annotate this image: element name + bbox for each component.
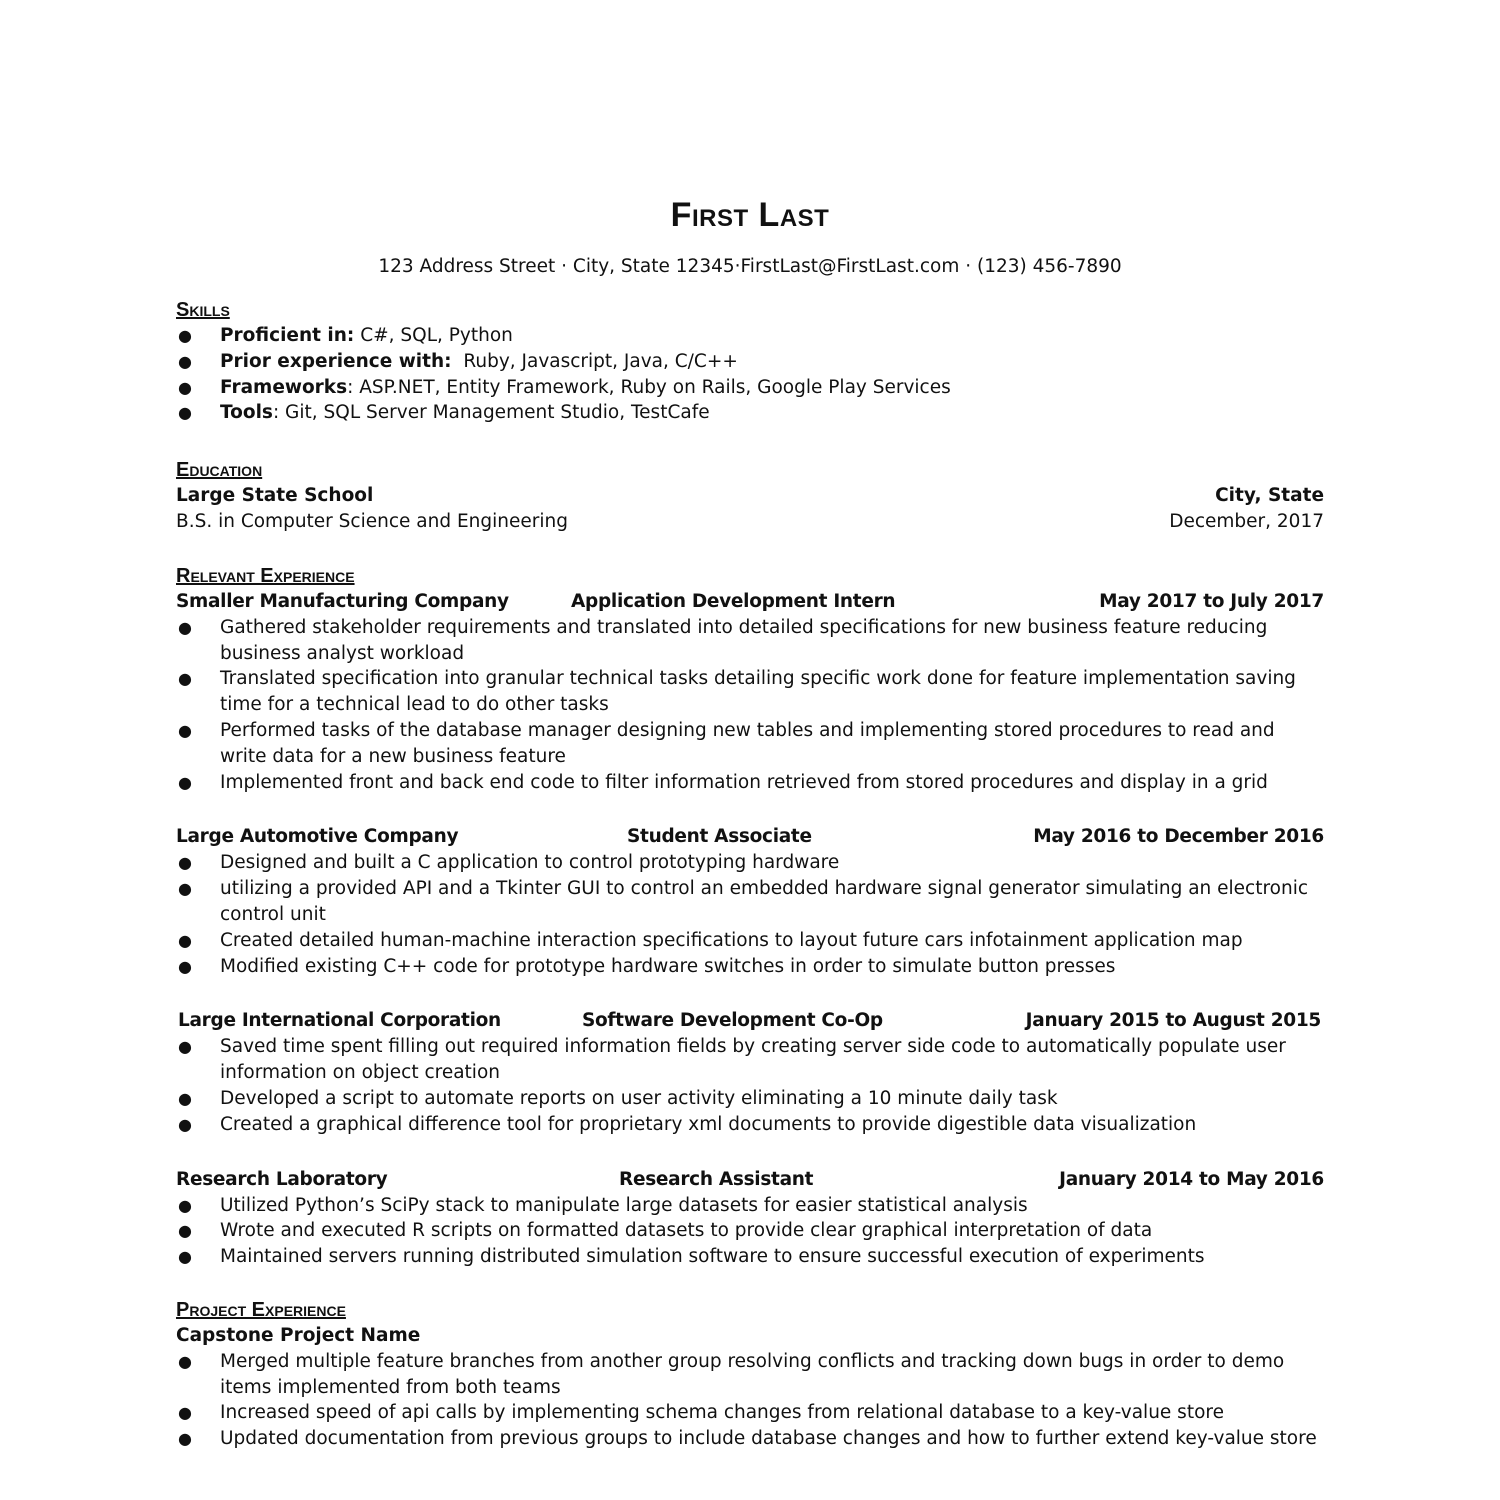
skill-value: : ASP.NET, Entity Framework, Ruby on Rails, Google Play Services [347,376,951,398]
job-entry [176,1167,1324,1270]
skill-item [176,323,1324,349]
skill-value: Ruby, Javascript, Java, C/C++ [451,350,738,372]
project-name: Capstone Project Name [176,1324,421,1346]
project-bullets [176,1349,1324,1452]
bullet-icon: ● [178,1195,192,1215]
education-heading: Education [176,459,263,482]
bullet-icon: ● [178,1114,192,1134]
school-name: Large State School [176,485,374,507]
job-company: Research Laboratory [176,1168,388,1190]
job-role: Software Development Co-Op [582,1010,883,1032]
job-bullet: ● Utilized Python’s SciPy stack to manipulate large datasets for easier statistical analysis [176,1193,1324,1219]
job-dates: January 2014 to May 2016 [1059,1168,1324,1190]
bullet-icon: ● [178,1221,192,1241]
bullet-icon: ● [178,930,192,950]
job-dates: January 2015 to August 2015 [1025,1010,1321,1032]
skill-item [176,375,1324,401]
bullet-icon: ● [178,377,192,397]
job-bullet: ● Maintained servers running distributed simulation software to ensure successful execution of experiments [176,1244,1324,1270]
job-header [176,824,1324,850]
bullet-icon: ● [178,669,192,689]
graduation-date: December, 2017 [1169,510,1324,532]
job-bullets [176,1193,1324,1270]
experience-heading: Relevant Experience [176,564,355,587]
job-bullet: ● Wrote and executed R scripts on formatted datasets to provide clear graphical interpretation of data [176,1218,1324,1244]
job-bullet: ● Translated specification into granular technical tasks detailing specific work done for feature implementation saving time for a technical lead to do other tasks [178,668,1296,716]
skill-value: C#, SQL, Python [354,325,513,346]
resume-name: First Last [670,196,830,234]
skill-label: Proficient in: [220,325,355,346]
job-header [176,1167,1324,1193]
skill-label: Frameworks [220,376,348,398]
job-bullet: ● Designed and built a C application to control prototyping hardware [176,850,1324,876]
bullet-icon: ● [178,351,192,371]
bullet-icon: ● [178,1088,192,1108]
skills-list [176,323,1324,426]
job-company: Large International Corporation [178,1010,501,1032]
education-school-row [176,483,1324,509]
education-degree-row [176,509,1324,535]
project-bullet: ● Merged multiple feature branches from another group resolving conflicts and tracking down bugs in order to demo items implemented from both teams [178,1350,1285,1398]
job-bullet: ● Implemented front and back end code to filter information retrieved from stored procedures and display in a grid [176,770,1324,796]
bullet-icon: ● [178,853,192,873]
resume-content [176,297,1324,1452]
job-bullet: ● utilizing a provided API and a Tkinter GUI to control an embedded hardware signal generator simulating an electronic control unit [178,878,1309,925]
bullet-icon: ● [178,326,192,345]
job-bullet: ● Performed tasks of the database manager designing new tables and implementing stored procedures to read and write data for a new business feature [178,719,1275,767]
job-entry [176,824,1324,979]
job-bullet: ● Saved time spent filling out required information fields by creating server side code to automatically populate user information on object creation [178,1036,1286,1084]
bullet-icon: ● [178,403,192,423]
degree: B.S. in Computer Science and Engineering [176,510,568,532]
job-bullets [176,615,1324,796]
skill-item [176,349,1324,375]
bullet-icon: ● [178,720,192,740]
project-heading: Project Experience [176,1298,346,1321]
skill-item [176,400,1324,426]
job-bullet: ● Created a graphical difference tool for proprietary xml documents to provide digestible data visualization [176,1112,1324,1138]
job-bullet: ● Created detailed human-machine interaction specifications to layout future cars infotainment application map [176,928,1324,954]
job-header [176,1008,1324,1034]
bullet-icon: ● [178,1403,192,1423]
skills-heading: Skills [176,299,230,321]
project-bullet: ● Updated documentation from previous groups to include database changes and how to further extend key-value store [176,1426,1324,1452]
bullet-icon: ● [178,1247,192,1267]
job-role: Research Assistant [619,1168,814,1190]
job-role: Student Associate [627,826,812,848]
job-bullet: ● Developed a script to automate reports on user activity eliminating a 10 minute daily task [176,1086,1324,1112]
bullet-icon: ● [178,1351,192,1371]
job-entry [176,1008,1324,1137]
job-company: Large Automotive Company [176,826,459,848]
project-bullet: ● Increased speed of api calls by implementing schema changes from relational database to a key-value store [176,1400,1324,1426]
bullet-icon: ● [178,617,192,637]
skill-label: Prior experience with: [220,350,452,372]
job-bullet: ● Modified existing C++ code for prototype hardware switches in order to simulate button presses [176,954,1324,980]
bullet-icon: ● [178,956,192,976]
job-company: Smaller Manufacturing Company [176,590,509,612]
skill-value: : Git, SQL Server Management Studio, TestCafe [272,402,710,424]
job-dates: May 2017 to July 2017 [1099,590,1324,612]
job-bullets [176,850,1324,979]
school-location: City, State [1215,485,1324,507]
skill-label: Tools [220,402,273,424]
job-bullet: ● Gathered stakeholder requirements and translated into detailed specifications for new business feature reducing business analyst workload [178,616,1268,664]
job-bullets [176,1034,1324,1137]
contact-line: 123 Address Street · City, State 12345·FirstLast@FirstLast.com · (123) 456-7890 [378,256,1122,277]
job-header [176,589,1324,615]
bullet-icon: ● [178,1429,192,1449]
bullet-icon: ● [178,772,192,792]
job-entry [176,589,1324,796]
bullet-icon: ● [178,879,192,899]
job-dates: May 2016 to December 2016 [1033,826,1324,848]
job-role: Application Development Intern [571,590,896,612]
bullet-icon: ● [178,1037,192,1057]
